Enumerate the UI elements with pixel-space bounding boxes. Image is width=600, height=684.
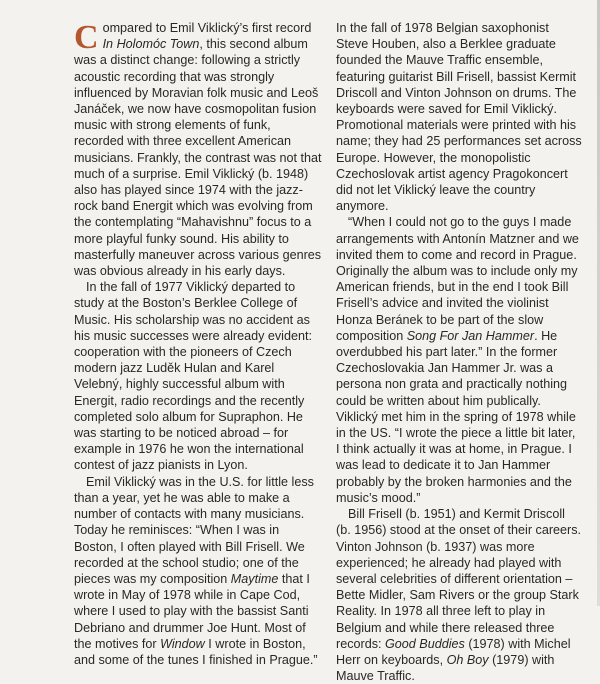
right-column: [336, 20, 582, 684]
composition-title: Window: [160, 636, 205, 651]
paragraph-us-stay: Emil Viklický was in the U.S. for little less than a year, yet he was able to make a number of contacts with many musicians. Today he reminisces: “When I was in Boston, I often played with Bill Frisell. We recorded at the school studio; one of the pieces was my composition Maytime that I wrote in May of 1978 while in Cape Cod, where I used to play with the bassist Santi Debriano and drummer Joe Hunt. Most of the motives for Window I wrote in Boston, and some of the tunes I finished in Prague.”: [74, 474, 318, 667]
paragraph-prague-recording: “When I could not go to the guys I made arrangements with Antonín Matzner and we invited them to come and record in Prague. Originally the album was to include only my American friends, but in the end I took Bill Frisell’s advice and invited the violinist Honza Beránek to be part of the slow composition Song For Jan Hammer. He overdubbed his part later.” In the former Czechoslovakia Jan Hammer Jr. was a persona non grata and practically nothing could be written about him publically. Viklický met him in the spring of 1978 while in the US. “I wrote the piece a little bit later, I think actually it was at home, in Prague. I was lead to dedicate it to Jan Hammer probably by the broken harmonies and the music’s mood.”: [336, 215, 579, 505]
drop-cap: C: [74, 19, 99, 56]
record-title: Oh Boy: [446, 652, 489, 667]
paragraph-berklee: In the fall of 1977 Viklický departed to study at the Boston’s Berklee College of Music. His scholarship was no accident as his music successes were already evident: cooperation with the pioneers of Czech modern jazz Luděk Hulan and Karel Velebný, highly successful album with Energit, radio recordings and the recently completed solo album for Supraphon. He was starting to be noticed abroad – for example in 1976 he won the international contest of jazz pianists in Lyon.: [74, 280, 312, 473]
album-title: In Holomóc Town: [102, 37, 200, 52]
paragraph-intro: Compared to Emil Viklický’s first record In Holomóc Town, this second album was a distinct change: following a strictly acoustic recording that was strongly influenced by Moravian folk music and Leoš Janáček, we now have cosmopolitan fusion music with strong elements of funk, recorded with three excellent American musicians. Frankly, the contrast was not that much of a surprise. Emil Viklický (b. 1948) also has played since 1974 with the jazz-rock band Energit which was evolving from the contemplating “Mahavishnu” focus to a more playful funky sound. His ability to masterfully maneuver across various genres was obvious already in his early days.: [74, 19, 322, 279]
record-title: Good Buddies: [385, 636, 465, 651]
composition-title: Maytime: [230, 571, 279, 586]
left-column: [74, 20, 322, 668]
paragraph-mauve-traffic: In the fall of 1978 Belgian saxophonist Steve Houben, also a Berklee graduate founded the Mauve Traffic ensemble, featuring guitarist Bill Frisell, bassist Kermit Driscoll and Vinton Johnson on drums. The keyboards were saved for Emil Viklický. Promotional materials were printed with his name; they had 25 performances set across Europe. However, the monopolistic Czechoslovak artist agency Pragokoncert did not let Viklický leave the country anymore.: [336, 21, 582, 214]
paragraph-musicians: Bill Frisell (b. 1951) and Kermit Driscoll (b. 1956) stood at the onset of their careers. Vinton Johnson (b. 1937) was more experienced; he already had played with several celebrities of different orientation – Bette Midler, Sam Rivers or the group Stark Reality. In 1978 all three left to play in Belgium and while there released three records: Good Buddies (1978) with Michel Herr on keyboards, Oh Boy (1979) with Mauve Traffic.: [336, 507, 582, 684]
composition-title: Song For Jan Hammer: [406, 328, 535, 343]
